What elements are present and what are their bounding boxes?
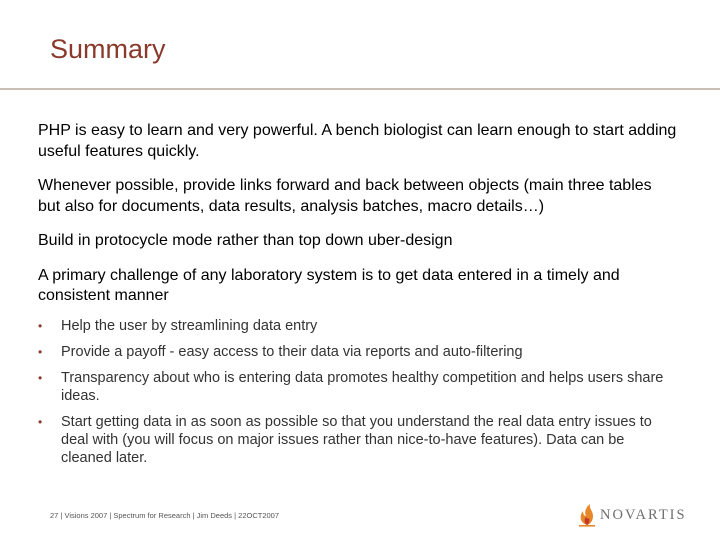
paragraph-challenge: A primary challenge of any laboratory system is to get data entered in a timely and consistent manner bbox=[38, 266, 620, 304]
bullet-text: Transparency about who is entering data promotes healthy competition and helps users share ideas. bbox=[61, 369, 664, 404]
bullet-marker: • bbox=[38, 344, 43, 359]
novartis-flame-icon bbox=[576, 503, 598, 527]
slide-title: Summary bbox=[50, 34, 166, 64]
paragraph-protocycle: Build in protocycle mode rather than top down uber-design bbox=[38, 232, 453, 249]
novartis-logo bbox=[576, 503, 696, 527]
bullet-marker: • bbox=[38, 370, 43, 385]
slide-body bbox=[38, 121, 678, 475]
list-item bbox=[38, 413, 678, 467]
list-item bbox=[38, 343, 678, 361]
list-item bbox=[38, 317, 678, 335]
bullet-marker: • bbox=[38, 318, 43, 333]
bullet-marker: • bbox=[38, 414, 43, 429]
bullet-text: Help the user by streamlining data entry bbox=[61, 317, 318, 334]
logo-wordmark: NOVARTIS bbox=[600, 507, 687, 523]
paragraph-links: Whenever possible, provide links forward and back between objects (main three tables but also for documents, data results, analysis batches, macro details…) bbox=[38, 177, 652, 215]
footer-text: 27 | Visions 2007 | Spectrum for Research | Jim Deeds | 22OCT2007 bbox=[50, 511, 280, 520]
bullet-list bbox=[38, 317, 678, 467]
bullet-text: Start getting data in as soon as possible so that you understand the real data entry issues to deal with (you will focus on major issues rather than nice-to-have features). Data can be cleaned later. bbox=[61, 413, 652, 466]
list-item bbox=[38, 369, 678, 405]
paragraph-php: PHP is easy to learn and very powerful. A bench biologist can learn enough to start adding useful features quickly. bbox=[38, 122, 677, 160]
title-divider bbox=[0, 88, 720, 90]
bullet-text: Provide a payoff - easy access to their data via reports and auto-filtering bbox=[61, 343, 523, 360]
